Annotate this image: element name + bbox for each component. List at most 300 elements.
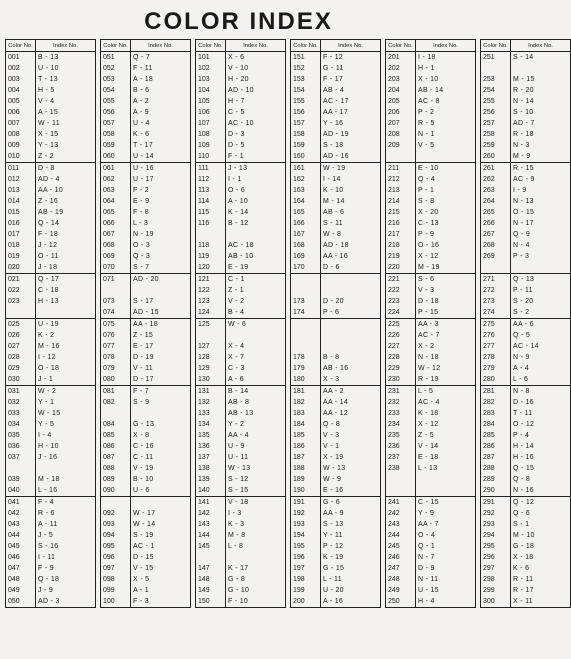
color-number: 283 — [481, 408, 511, 419]
index-code: Q - 17 — [36, 274, 96, 286]
color-number: 254 — [481, 85, 511, 96]
color-number: 141 — [196, 497, 226, 509]
color-number: 086 — [101, 441, 131, 452]
table-row — [101, 563, 191, 574]
table-row — [386, 74, 476, 85]
index-code: Y - 1 — [36, 397, 96, 408]
table-row — [386, 207, 476, 218]
index-code — [36, 463, 96, 474]
color-number: 025 — [6, 319, 36, 331]
color-table-2 — [100, 39, 191, 608]
table-row — [481, 107, 571, 118]
color-number — [196, 552, 226, 563]
table-row — [481, 174, 571, 185]
table-row — [101, 530, 191, 541]
color-number: 291 — [481, 497, 511, 509]
table-row — [101, 352, 191, 363]
table-row — [101, 96, 191, 107]
index-code: J - 9 — [36, 585, 96, 596]
table-row — [386, 218, 476, 229]
table-row — [481, 596, 571, 608]
index-code: AA - 17 — [321, 107, 381, 118]
table-row — [291, 497, 381, 509]
index-code: V - 5 — [416, 140, 476, 151]
table-row — [481, 85, 571, 96]
index-code: E - 19 — [226, 262, 286, 274]
index-code: I - 3 — [226, 508, 286, 519]
table-row — [386, 240, 476, 251]
color-number: 271 — [481, 274, 511, 286]
color-number: 039 — [6, 474, 36, 485]
table-row — [6, 596, 96, 608]
index-no-header: Index No. — [321, 40, 381, 52]
index-code: Y - 16 — [321, 118, 381, 129]
index-code: AB - 19 — [36, 207, 96, 218]
color-number: 237 — [386, 452, 416, 463]
color-number: 131 — [196, 386, 226, 398]
table-header-row — [481, 40, 571, 52]
color-number: 007 — [6, 118, 36, 129]
color-number: 206 — [386, 107, 416, 118]
table-row — [101, 541, 191, 552]
index-code: E - 17 — [131, 341, 191, 352]
color-number: 183 — [291, 408, 321, 419]
table-row — [196, 463, 286, 474]
table-row — [6, 52, 96, 64]
index-code: AB - 13 — [226, 408, 286, 419]
index-code: N - 11 — [416, 574, 476, 585]
color-number: 194 — [291, 530, 321, 541]
color-number: 035 — [6, 430, 36, 441]
color-number: 030 — [6, 374, 36, 386]
table-row — [6, 408, 96, 419]
color-number: 070 — [101, 262, 131, 274]
table-row — [291, 218, 381, 229]
index-code: N - 18 — [416, 352, 476, 363]
table-row — [6, 229, 96, 240]
table-row — [386, 319, 476, 331]
table-row — [481, 452, 571, 463]
index-code: M - 19 — [416, 262, 476, 274]
table-row — [6, 319, 96, 331]
table-row — [481, 251, 571, 262]
color-number: 199 — [291, 585, 321, 596]
color-number: 037 — [6, 452, 36, 463]
table-row — [6, 207, 96, 218]
table-row — [6, 129, 96, 140]
table-row — [101, 196, 191, 207]
color-number: 244 — [386, 530, 416, 541]
index-no-header: Index No. — [416, 40, 476, 52]
table-row — [291, 129, 381, 140]
table-row — [386, 397, 476, 408]
color-number: 150 — [196, 596, 226, 608]
color-number: 057 — [101, 118, 131, 129]
index-code: T - 11 — [511, 408, 571, 419]
color-number: 085 — [101, 430, 131, 441]
color-number: 109 — [196, 140, 226, 151]
index-code: O - 4 — [416, 530, 476, 541]
color-number: 277 — [481, 341, 511, 352]
color-number: 059 — [101, 140, 131, 151]
index-code: A - 15 — [36, 107, 96, 118]
table-row — [481, 129, 571, 140]
table-row — [101, 63, 191, 74]
color-number: 149 — [196, 585, 226, 596]
index-code: I - 14 — [321, 174, 381, 185]
index-code: B - 10 — [131, 474, 191, 485]
index-code: F - 9 — [36, 563, 96, 574]
index-code: R - 20 — [511, 85, 571, 96]
index-code: L - 3 — [131, 218, 191, 229]
table-row — [386, 485, 476, 497]
index-code: W - 17 — [131, 508, 191, 519]
color-number: 018 — [6, 240, 36, 251]
color-number: 265 — [481, 207, 511, 218]
index-code: W - 11 — [36, 118, 96, 129]
color-number: 189 — [291, 474, 321, 485]
index-code: C - 18 — [36, 285, 96, 296]
index-code: U - 9 — [226, 441, 286, 452]
color-number: 159 — [291, 140, 321, 151]
table-row — [6, 240, 96, 251]
color-number: 120 — [196, 262, 226, 274]
table-row — [481, 74, 571, 85]
color-number: 088 — [101, 463, 131, 474]
table-row — [386, 530, 476, 541]
page-title: COLOR INDEX — [144, 8, 333, 35]
color-number: 060 — [101, 151, 131, 163]
color-number: 108 — [196, 129, 226, 140]
index-code: C - 15 — [416, 497, 476, 509]
index-code: AC - 18 — [226, 240, 286, 251]
color-number: 224 — [386, 307, 416, 319]
color-number: 014 — [6, 196, 36, 207]
color-number: 214 — [386, 196, 416, 207]
index-code: A - 6 — [226, 374, 286, 386]
table-row — [386, 541, 476, 552]
index-code: Q - 3 — [131, 251, 191, 262]
color-number: 170 — [291, 262, 321, 274]
table-row — [481, 352, 571, 363]
color-number: 134 — [196, 419, 226, 430]
index-code: O - 15 — [511, 207, 571, 218]
index-code: N - 9 — [511, 352, 571, 363]
table-row — [291, 341, 381, 352]
index-code: W - 19 — [321, 163, 381, 175]
index-code: S - 18 — [321, 140, 381, 151]
color-number: 233 — [386, 408, 416, 419]
color-number: 089 — [101, 474, 131, 485]
color-number: 005 — [6, 96, 36, 107]
index-code: Q - 8 — [511, 474, 571, 485]
color-number: 285 — [481, 430, 511, 441]
index-code: C - 13 — [416, 218, 476, 229]
color-number: 279 — [481, 363, 511, 374]
table-row — [101, 174, 191, 185]
index-code: J - 18 — [36, 262, 96, 274]
index-code — [321, 330, 381, 341]
index-code: L - 8 — [226, 541, 286, 552]
index-code: A - 16 — [321, 596, 381, 608]
table-row — [196, 240, 286, 251]
color-number: 228 — [386, 352, 416, 363]
color-number: 179 — [291, 363, 321, 374]
table-row — [386, 430, 476, 441]
color-number: 119 — [196, 251, 226, 262]
table-row — [101, 374, 191, 386]
table-row — [386, 285, 476, 296]
color-number: 267 — [481, 229, 511, 240]
color-number: 286 — [481, 441, 511, 452]
color-number: 250 — [386, 596, 416, 608]
table-row — [481, 296, 571, 307]
index-code: AD - 4 — [36, 174, 96, 185]
index-code — [416, 485, 476, 497]
index-code: V - 19 — [131, 463, 191, 474]
index-code: AC - 7 — [416, 330, 476, 341]
index-code: AD - 19 — [321, 129, 381, 140]
table-row — [481, 262, 571, 274]
index-code: L - 6 — [511, 374, 571, 386]
index-code — [511, 63, 571, 74]
color-number: 205 — [386, 96, 416, 107]
table-row — [291, 485, 381, 497]
index-code: A - 11 — [36, 519, 96, 530]
index-code: A - 18 — [131, 74, 191, 85]
index-code: O - 12 — [511, 419, 571, 430]
index-code: M - 10 — [511, 530, 571, 541]
table-row — [101, 408, 191, 419]
table-row — [196, 151, 286, 163]
table-row — [291, 107, 381, 118]
color-number: 128 — [196, 352, 226, 363]
index-code: F - 10 — [226, 596, 286, 608]
index-code: W - 13 — [226, 463, 286, 474]
color-number: 284 — [481, 419, 511, 430]
index-code: K - 2 — [36, 330, 96, 341]
color-number: 130 — [196, 374, 226, 386]
color-number: 174 — [291, 307, 321, 319]
table-row — [196, 274, 286, 286]
index-code: R - 18 — [511, 129, 571, 140]
color-number: 098 — [101, 574, 131, 585]
table-row — [196, 251, 286, 262]
color-number: 229 — [386, 363, 416, 374]
table-row — [291, 563, 381, 574]
table-row — [101, 151, 191, 163]
color-number: 028 — [6, 352, 36, 363]
table-row — [291, 140, 381, 151]
index-code: M - 8 — [226, 530, 286, 541]
color-number: 231 — [386, 386, 416, 398]
table-row — [6, 63, 96, 74]
index-code: B - 8 — [321, 352, 381, 363]
table-row — [481, 474, 571, 485]
color-number: 220 — [386, 262, 416, 274]
index-code: U - 16 — [131, 163, 191, 175]
index-code: F - 12 — [321, 52, 381, 64]
table-row — [291, 430, 381, 441]
table-row — [481, 341, 571, 352]
index-code — [226, 552, 286, 563]
table-row — [481, 118, 571, 129]
index-code: Y - 11 — [321, 530, 381, 541]
color-number: 045 — [6, 541, 36, 552]
index-code: H - 5 — [36, 85, 96, 96]
color-number: 062 — [101, 174, 131, 185]
index-code: S - 9 — [131, 397, 191, 408]
table-row — [291, 262, 381, 274]
index-code: B - 12 — [226, 218, 286, 229]
color-number: 151 — [291, 52, 321, 64]
table-row — [196, 63, 286, 74]
index-code: V - 1 — [321, 441, 381, 452]
table-row — [6, 386, 96, 398]
table-row — [196, 319, 286, 331]
index-code: H - 14 — [511, 441, 571, 452]
color-number: 001 — [6, 52, 36, 64]
color-number — [196, 229, 226, 240]
color-number: 169 — [291, 251, 321, 262]
color-number: 121 — [196, 274, 226, 286]
index-code: X - 5 — [131, 574, 191, 585]
table-row — [481, 530, 571, 541]
color-number: 142 — [196, 508, 226, 519]
index-code: P - 4 — [511, 430, 571, 441]
color-number: 110 — [196, 151, 226, 163]
color-number: 067 — [101, 229, 131, 240]
table-row — [386, 229, 476, 240]
table-row — [291, 552, 381, 563]
table-row — [6, 74, 96, 85]
table-row — [196, 452, 286, 463]
index-code: J - 5 — [36, 530, 96, 541]
index-code: AD - 7 — [511, 118, 571, 129]
table-row — [196, 107, 286, 118]
table-row — [386, 408, 476, 419]
color-number: 257 — [481, 118, 511, 129]
index-code — [321, 319, 381, 331]
index-code: X - 11 — [511, 596, 571, 608]
index-code: J - 16 — [36, 452, 96, 463]
color-number: 180 — [291, 374, 321, 386]
table-header-row — [291, 40, 381, 52]
table-row — [386, 463, 476, 474]
color-number: 036 — [6, 441, 36, 452]
index-code: D - 18 — [416, 296, 476, 307]
index-code: W - 6 — [226, 319, 286, 331]
table-row — [291, 574, 381, 585]
table-row — [101, 218, 191, 229]
table-row — [6, 341, 96, 352]
table-row — [291, 296, 381, 307]
index-code: Z - 1 — [226, 285, 286, 296]
index-code: S - 14 — [511, 52, 571, 64]
index-code: AC - 4 — [416, 397, 476, 408]
color-number: 269 — [481, 251, 511, 262]
color-number: 008 — [6, 129, 36, 140]
index-code: K - 17 — [226, 563, 286, 574]
color-number: 073 — [101, 296, 131, 307]
index-code: Q - 15 — [511, 463, 571, 474]
index-code: P - 12 — [321, 541, 381, 552]
index-code: C - 5 — [226, 107, 286, 118]
table-row — [481, 441, 571, 452]
index-code: S - 12 — [226, 474, 286, 485]
table-row — [291, 441, 381, 452]
table-row — [6, 96, 96, 107]
color-number: 290 — [481, 485, 511, 497]
index-no-header: Index No. — [226, 40, 286, 52]
color-number: 124 — [196, 307, 226, 319]
table-row — [386, 96, 476, 107]
table-row — [101, 397, 191, 408]
index-code: G - 8 — [226, 574, 286, 585]
table-row — [196, 386, 286, 398]
index-code: S - 13 — [321, 519, 381, 530]
color-no-header: Color No. — [101, 40, 131, 52]
color-number: 173 — [291, 296, 321, 307]
table-row — [196, 229, 286, 240]
table-row — [481, 386, 571, 398]
index-code: Q - 13 — [511, 274, 571, 286]
index-code: X - 10 — [416, 74, 476, 85]
table-row — [291, 408, 381, 419]
index-code: P - 1 — [416, 185, 476, 196]
table-row — [291, 519, 381, 530]
color-number: 019 — [6, 251, 36, 262]
color-table-4 — [290, 39, 381, 608]
table-row — [291, 229, 381, 240]
table-row — [6, 262, 96, 274]
table-row — [6, 563, 96, 574]
index-code: U - 19 — [36, 319, 96, 331]
color-number: 044 — [6, 530, 36, 541]
color-number: 080 — [101, 374, 131, 386]
table-row — [196, 363, 286, 374]
color-number: 009 — [6, 140, 36, 151]
table-row — [196, 397, 286, 408]
table-row — [6, 330, 96, 341]
color-number: 158 — [291, 129, 321, 140]
color-number: 166 — [291, 218, 321, 229]
index-code: U - 4 — [131, 118, 191, 129]
color-number: 289 — [481, 474, 511, 485]
index-code: AA - 18 — [131, 319, 191, 331]
index-code: I - 11 — [36, 552, 96, 563]
index-code: B - 6 — [131, 85, 191, 96]
index-code: U - 20 — [321, 585, 381, 596]
index-code: Q - 8 — [321, 419, 381, 430]
table-row — [6, 218, 96, 229]
color-number: 156 — [291, 107, 321, 118]
table-row — [196, 196, 286, 207]
table-row — [101, 497, 191, 509]
index-code: Q - 1 — [416, 541, 476, 552]
index-code: P - 3 — [511, 251, 571, 262]
color-number: 140 — [196, 485, 226, 497]
table-row — [386, 374, 476, 386]
index-code: D - 19 — [131, 352, 191, 363]
index-code: H - 10 — [36, 441, 96, 452]
index-code: S - 6 — [416, 274, 476, 286]
color-number: 218 — [386, 240, 416, 251]
table-row — [481, 285, 571, 296]
table-row — [6, 140, 96, 151]
table-row — [481, 585, 571, 596]
table-row — [291, 397, 381, 408]
